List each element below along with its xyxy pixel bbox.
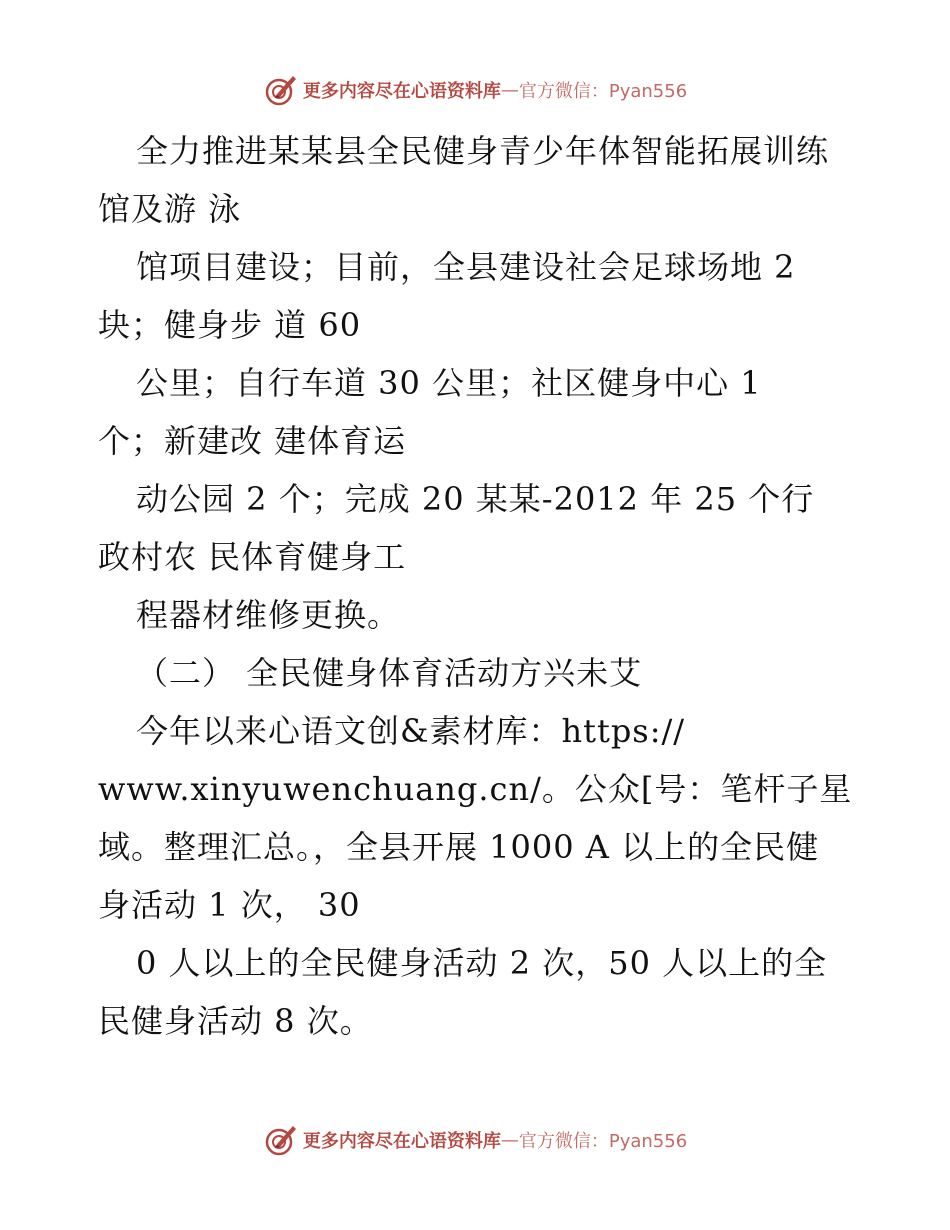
banner-brand-text: 更多内容尽在心语资料库 [302, 81, 501, 102]
header-watermark-banner [0, 70, 950, 110]
banner-wechat-text: 官方微信：Pyan556 [518, 1131, 688, 1152]
document-body [98, 122, 858, 1050]
text-line-1: 全力推进某某县全民健身青少年体智能拓展训练 [136, 132, 830, 170]
banner-separator: — [500, 79, 519, 101]
text-line-4: 块；健身步 道 60 [98, 306, 362, 344]
text-line-8: 政村农 民体育健身工 [98, 538, 407, 576]
text-line-16: 民健身活动 8 次。 [98, 1002, 373, 1040]
text-line-12: www.xinyuwenchuang.cn/。公众[号：笔杆子星 [98, 770, 853, 808]
text-line-7: 动公园 2 个；完成 20 某某-2012 年 25 个行 [136, 480, 815, 518]
text-line-11: 今年以来心语文创&素材库：https:// [136, 712, 686, 750]
quill-logo-icon [263, 1122, 299, 1158]
quill-logo-icon [263, 72, 299, 108]
text-line-6: 个；新建改 建体育运 [98, 422, 407, 460]
banner-brand-text: 更多内容尽在心语资料库 [302, 1131, 501, 1152]
text-line-14: 身活动 1 次， 30 [98, 886, 361, 924]
footer-watermark-banner [0, 1120, 950, 1160]
banner-wechat-text: 官方微信：Pyan556 [518, 81, 688, 102]
text-line-13: 域。整理汇总。，全县开展 1000 A 以上的全民健 [98, 828, 820, 866]
text-line-9: 程器材维修更换。 [136, 596, 401, 634]
section-heading: （二） 全民健身体育活动方兴未艾 [136, 654, 643, 692]
text-line-2: 馆及游 泳 [98, 190, 242, 228]
banner-separator: — [500, 1129, 519, 1151]
text-line-3: 馆项目建设；目前，全县建设社会足球场地 2 [136, 248, 796, 286]
text-line-15: 0 人以上的全民健身活动 2 次，50 人以上的全 [136, 944, 828, 982]
text-line-5: 公里；自行车道 30 公里；社区健身中心 1 [136, 364, 762, 402]
